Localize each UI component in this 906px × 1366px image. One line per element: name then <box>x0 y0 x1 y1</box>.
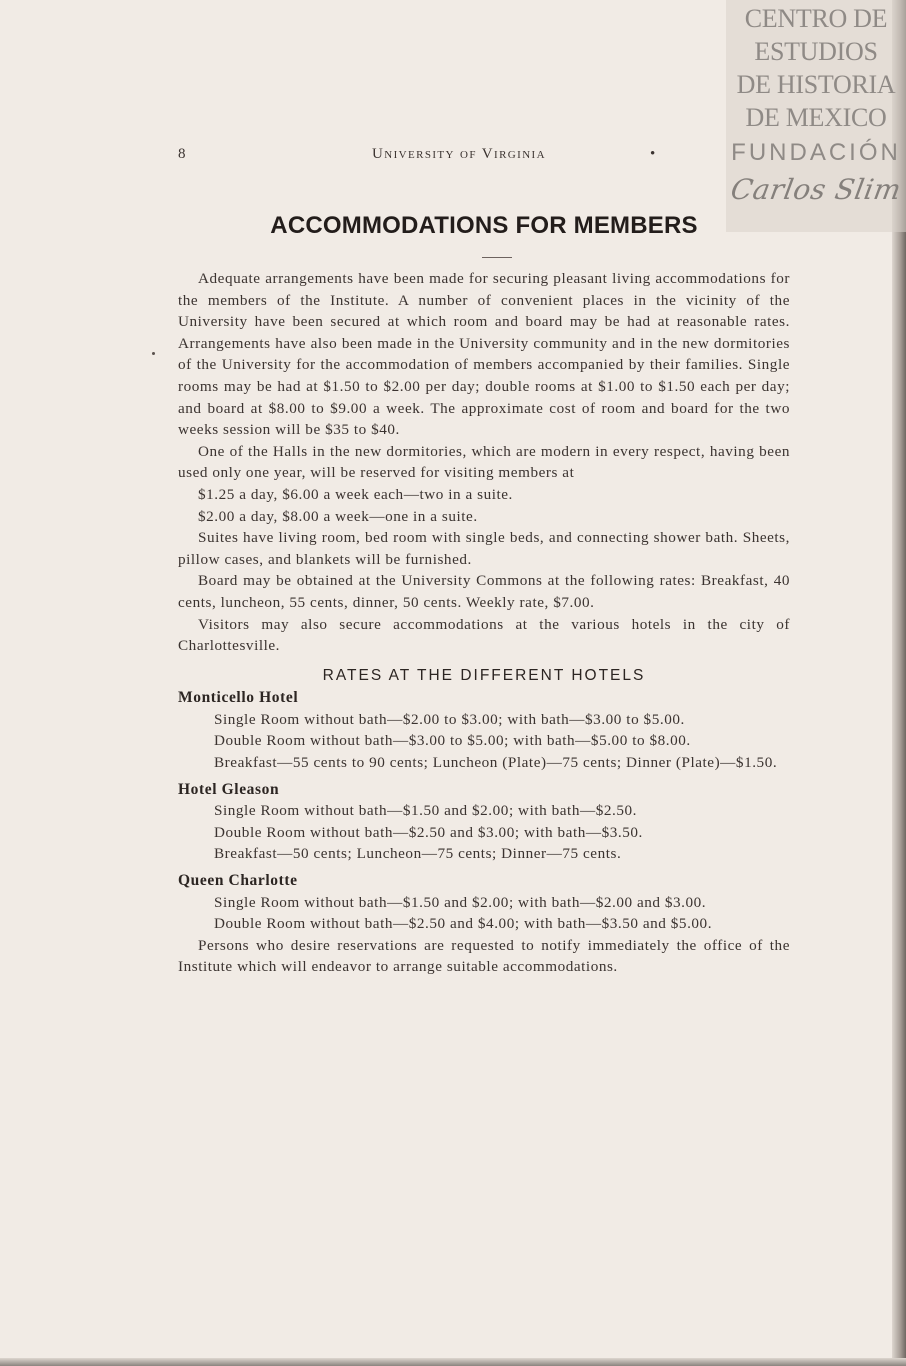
paragraph: Adequate arrangements have been made for securing pleasant living accommodations for the members of the Institute. A number of convenient places in the vicinity of the University have been secured at which room and board may be had at reasonable rates. Arrangements have also been made in the University community and in the new dormitories of the University for the accommodation of members accompanied by their families. Single rooms may be had at $1.50 to $2.00 per day; double rooms at $1.00 to $1.50 each per day; and board at $8.00 to $9.00 a week. The approximate cost of room and board for the two weeks session will be $35 to $40. <box>178 270 790 439</box>
hotel-rate: Single Room without bath—$1.50 and $2.00; with bath—$2.50. <box>214 802 637 820</box>
hotel-rate: Breakfast—50 cents; Luncheon—75 cents; Dinner—75 cents. <box>214 845 622 863</box>
running-head-title: University of Virginia <box>372 146 546 162</box>
hotel-name: Hotel Gleason <box>178 780 280 798</box>
page-bottom-edge <box>0 1358 906 1366</box>
hotels-heading: RATES AT THE DIFFERENT HOTELS <box>322 666 646 684</box>
hotel-rate: Double Room without bath—$2.50 and $3.00; with bath—$3.50. <box>214 823 643 841</box>
hotel-rate: Single Room without bath—$2.00 to $3.00; with bath—$3.00 to $5.00. <box>214 710 685 728</box>
margin-mark <box>152 352 155 355</box>
watermark-line: ESTUDIOS <box>754 37 878 66</box>
paragraph: One of the Halls in the new dormitories, which are modern in every respect, having been used only one year, will be reserved for visiting members at <box>178 442 790 482</box>
watermark-foundation: FUNDACIÓN <box>731 139 901 166</box>
watermark-signature: Carlos Slim <box>728 173 904 206</box>
paragraph: Visitors may also secure accommodations at the various hotels in the city of Charlottesville. <box>178 615 790 655</box>
archive-watermark <box>726 0 906 232</box>
running-head-ornament: • <box>650 146 656 162</box>
watermark-line: CENTRO DE <box>744 4 888 33</box>
page-title: ACCOMMODATIONS FOR MEMBERS <box>270 212 698 239</box>
hotel-rate: Double Room without bath—$2.50 and $4.00; with bath—$3.50 and $5.00. <box>214 915 713 933</box>
hotel-name: Monticello Hotel <box>178 689 299 707</box>
rate-line: $2.00 a day, $8.00 a week—one in a suite. <box>198 507 478 525</box>
article-body <box>178 268 790 978</box>
page-number: 8 <box>178 146 186 162</box>
hotel-rate: Breakfast—55 cents to 90 cents; Luncheon (Plate)—75 cents; Dinner (Plate)—$1.50. <box>214 754 778 772</box>
hotel-rate: Single Room without bath—$1.50 and $2.00; with bath—$2.00 and $3.00. <box>214 893 707 911</box>
rate-line: $1.25 a day, $6.00 a week each—two in a suite. <box>198 485 513 503</box>
running-head <box>178 146 662 168</box>
hotel-rate: Double Room without bath—$3.00 to $5.00; with bath—$5.00 to $8.00. <box>214 732 691 750</box>
title-rule <box>482 257 512 258</box>
watermark-line: DE MEXICO <box>745 103 887 132</box>
hotel-name: Queen Charlotte <box>178 872 298 890</box>
closing-paragraph: Persons who desire reservations are requested to notify immediately the office of the Institute which will endeavor to arrange suitable accommodations. <box>178 936 790 976</box>
paragraph: Board may be obtained at the University Commons at the following rates: Breakfast, 40 cents, luncheon, 55 cents, dinner, 50 cents. Weekly rate, $7.00. <box>178 572 790 611</box>
paragraph: Suites have living room, bed room with single beds, and connecting shower bath. Sheets, pillow cases, and blankets will be furnished. <box>178 529 790 568</box>
watermark-line: DE HISTORIA <box>736 70 896 99</box>
